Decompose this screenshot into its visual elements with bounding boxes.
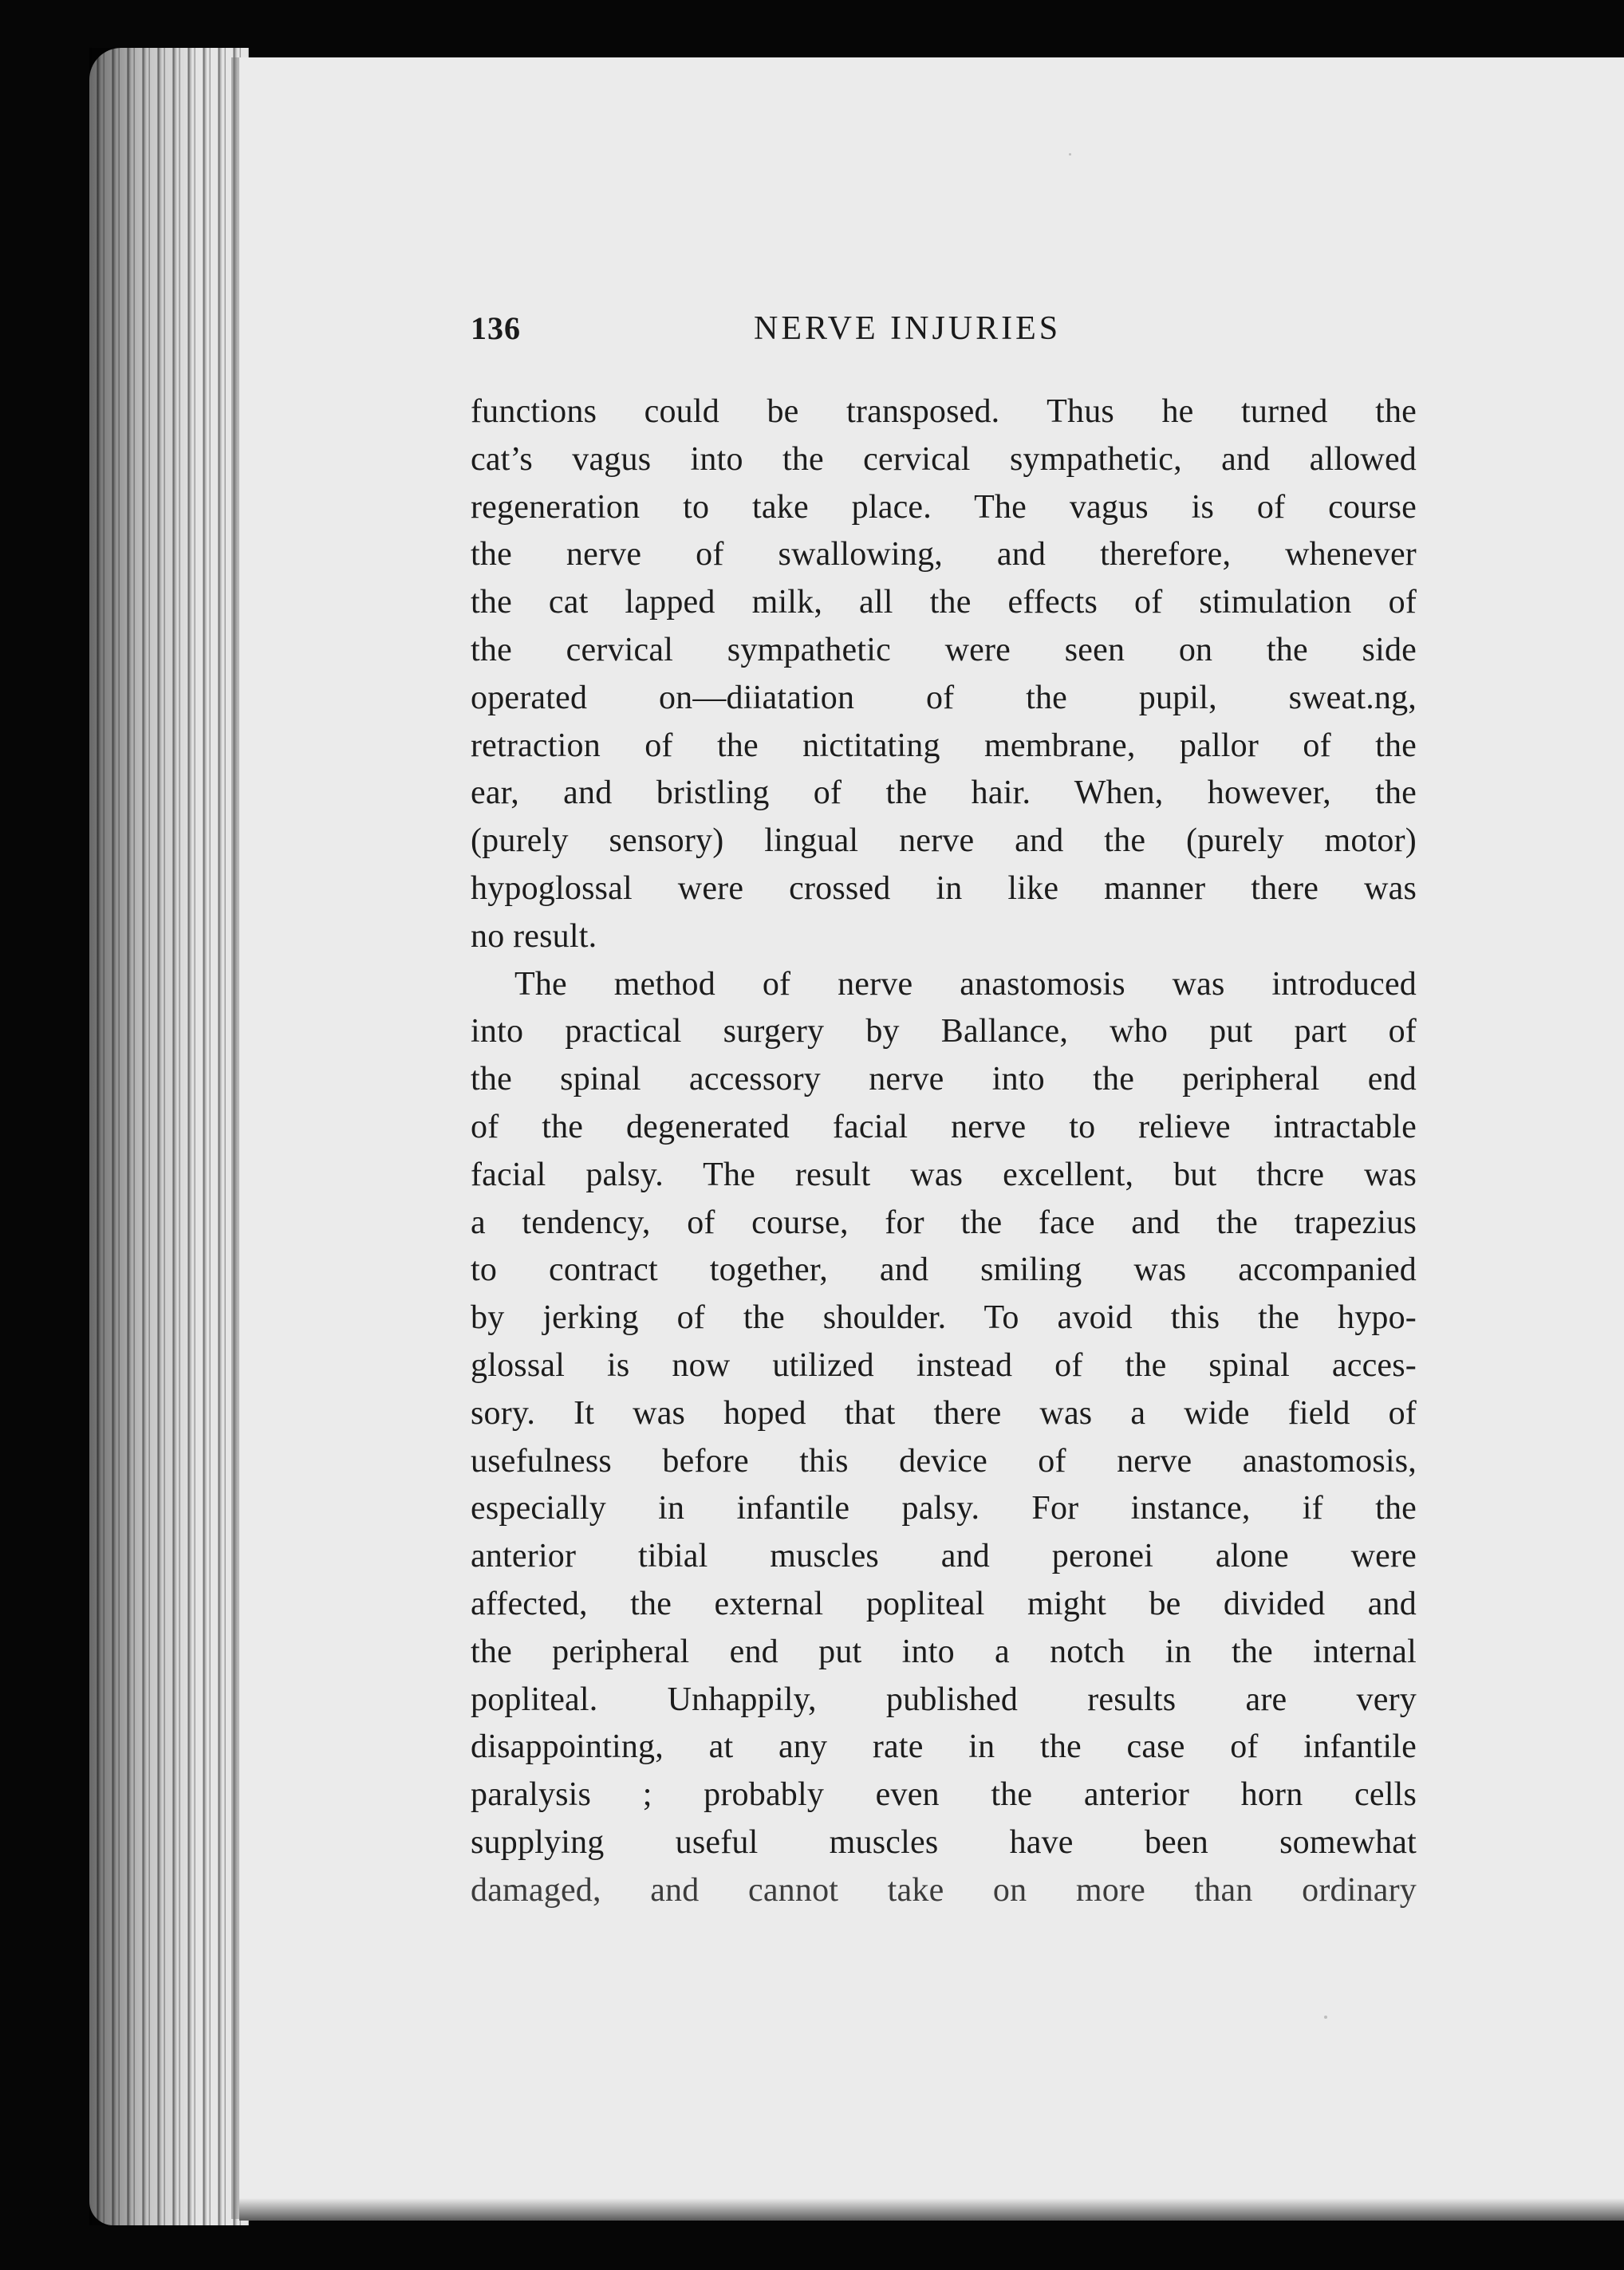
text-line: by jerking of the shoulder. To avoid this the hypo-: [471, 1299, 1417, 1337]
text-line: affected, the external popliteal might be divided and: [471, 1585, 1417, 1622]
text-line: ear, and bristling of the hair. When, however, the: [471, 774, 1417, 812]
text-line: the peripheral end put into a notch in the internal: [471, 1633, 1417, 1670]
page-number: 136: [471, 310, 521, 346]
paragraph-end-line: no result.: [471, 917, 597, 955]
text-line: a tendency, of course, for the face and the trapezius: [471, 1204, 1417, 1241]
text-line: hypoglossal were crossed in like manner there was: [471, 869, 1417, 907]
text-line: glossal is now utilized instead of the spinal acces-: [471, 1346, 1417, 1384]
text-line: facial palsy. The result was excellent, but thcre was: [471, 1156, 1417, 1193]
dust-speck: [1069, 153, 1071, 156]
text-line: into practical surgery by Ballance, who put part of: [471, 1013, 1417, 1050]
text-line: disappointing, at any rate in the case of infantile: [471, 1728, 1417, 1766]
text-line: anterior tibial muscles and peronei alone were: [471, 1538, 1417, 1575]
text-line: especially in infantile palsy. For instance, if the: [471, 1490, 1417, 1527]
text-line: the cat lapped milk, all the effects of stimulation of: [471, 584, 1417, 621]
text-line: supplying useful muscles have been somewhat: [471, 1823, 1417, 1861]
text-line: retraction of the nictitating membrane, pallor of the: [471, 727, 1417, 764]
text-line: of the degenerated facial nerve to relieve intractable: [471, 1108, 1417, 1145]
text-line: (purely sensory) lingual nerve and the (purely motor): [471, 822, 1417, 860]
book-page-edges: [89, 48, 249, 2225]
running-head: NERVE INJURIES: [754, 310, 1062, 347]
text-line: cat’s vagus into the cervical sympathetic, and allowed: [471, 440, 1417, 478]
text-line-cut-off: damaged, and cannot take on more than ordinary: [471, 1871, 1417, 1909]
page-header: [471, 309, 1420, 357]
text-line: the nerve of swallowing, and therefore, whenever: [471, 536, 1417, 573]
dust-speck: [1324, 2016, 1327, 2019]
text-line: sory. It was hoped that there was a wide field of: [471, 1394, 1417, 1432]
paragraph-first-line: The method of nerve anastomosis was introduced: [514, 965, 1417, 1003]
text-line: the spinal accessory nerve into the peripheral end: [471, 1061, 1417, 1098]
text-line: functions could be transposed. Thus he turned the: [471, 393, 1417, 430]
body-text: [471, 388, 1417, 1984]
text-line: usefulness before this device of nerve anastomosis,: [471, 1442, 1417, 1480]
text-line: to contract together, and smiling was accompanied: [471, 1251, 1417, 1289]
text-line: paralysis ; probably even the anterior horn cells: [471, 1776, 1417, 1814]
text-line: regeneration to take place. The vagus is of course: [471, 488, 1417, 526]
text-line: the cervical sympathetic were seen on the side: [471, 631, 1417, 668]
text-line: popliteal. Unhappily, published results are very: [471, 1681, 1417, 1718]
text-line: operated on—diiatation of the pupil, sweat.ng,: [471, 679, 1417, 716]
